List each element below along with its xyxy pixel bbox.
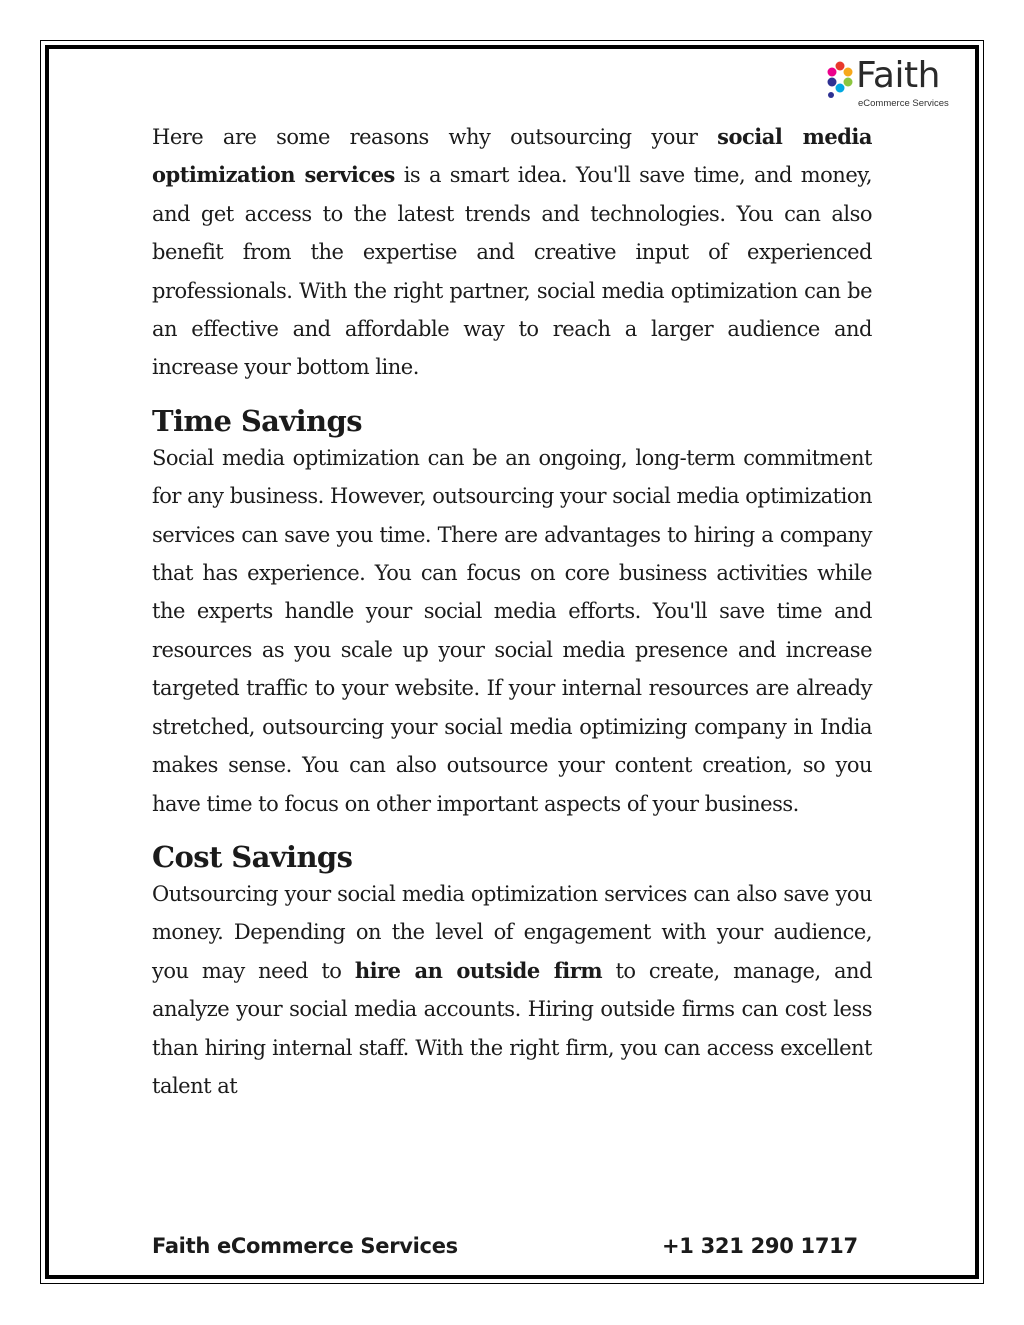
cost-savings-paragraph: Outsourcing your social media optimization services can also save you money. Depending on the level of engagement with your audience, you may need to hire an outside firm to create, manage, and analyze your social media accounts. Hiring outside firms can cost less than hiring internal staff. With the right firm, you can access excellent talent at bbox=[152, 881, 873, 1098]
outside-firm-emphasis: hire an outside firm bbox=[354, 957, 603, 983]
time-savings-heading: Time Savings bbox=[152, 403, 362, 438]
document-body bbox=[152, 118, 872, 1105]
flower-logo-icon bbox=[826, 60, 854, 100]
time-savings-paragraph: Social media optimization can be an ongoing, long-term commitment for any business. However, outsourcing your social media optimization services can save you time. There are advantages to hiring a company that has experience. You can focus on core business activities while the experts handle your social media efforts. You'll save time and resources as you scale up your social media presence and increase targeted traffic to your website. If your internal resources are already stretched, outsourcing your social media optimizing company in India makes sense. You can also outsource your content creation, so you have time to focus on other important aspects of your business. bbox=[152, 445, 873, 816]
footer-phone: +1 321 290 1717 bbox=[662, 1234, 858, 1258]
faith-logo bbox=[826, 55, 966, 114]
intro-paragraph: Here are some reasons why outsourcing your social media optimization services is a smart idea. You'll save time, and money, and get access to the latest trends and technologies. You can also benefit from the expertise and creative input of experienced professionals. With the right partner, social media optimization can be an effective and affordable way to reach a larger audience and increase your bottom line. bbox=[152, 124, 873, 380]
footer-company: Faith eCommerce Services bbox=[152, 1234, 458, 1258]
cost-savings-heading: Cost Savings bbox=[152, 839, 353, 874]
logo-wordmark: Faith bbox=[856, 55, 940, 96]
smo-services-emphasis: social media optimization services bbox=[152, 124, 873, 188]
logo-tagline: eCommerce Services bbox=[858, 98, 949, 109]
